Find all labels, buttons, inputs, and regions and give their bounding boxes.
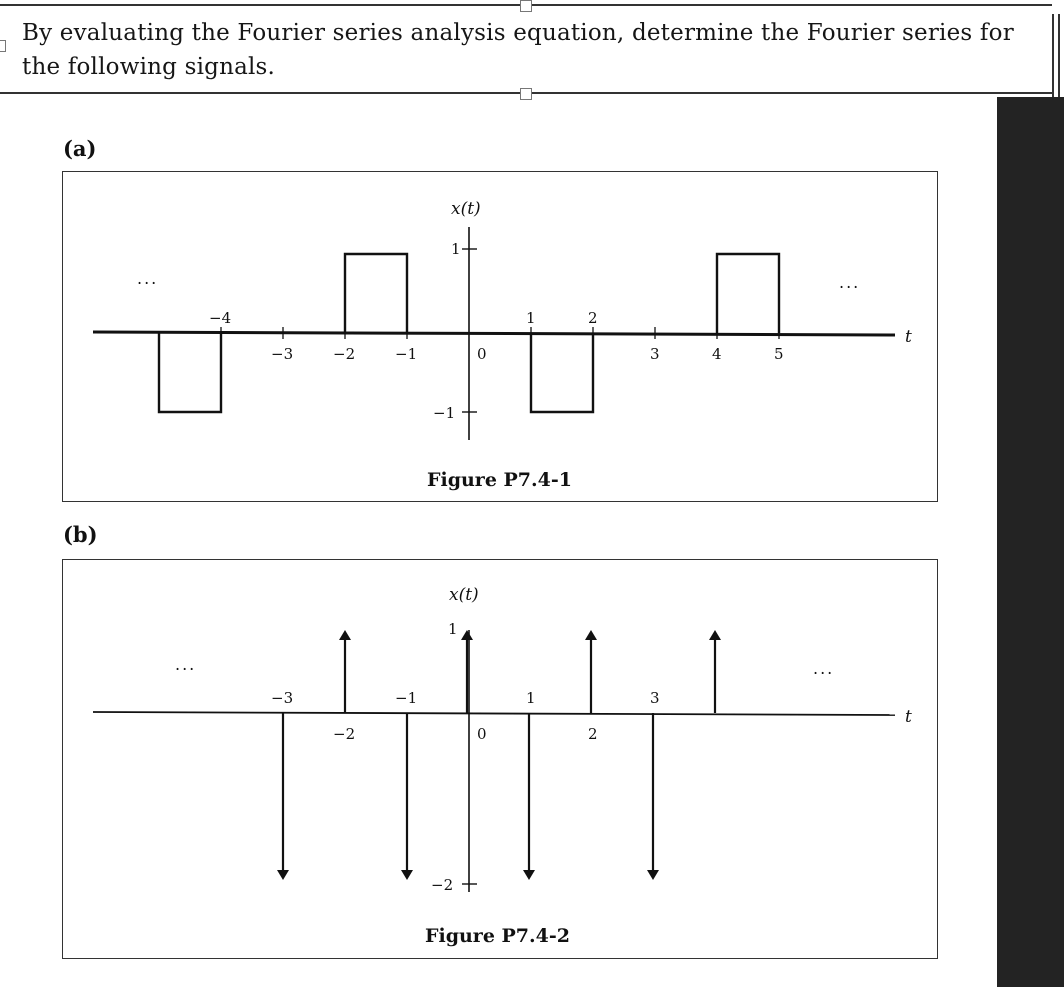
x-axis-label: t — [905, 327, 912, 347]
part-b-label: (b) — [63, 522, 98, 547]
x-tick-label: 2 — [588, 725, 598, 743]
time-axis — [93, 712, 895, 715]
y-tick-label-1: 1 — [448, 620, 458, 638]
resize-handle-bottom[interactable] — [520, 88, 532, 100]
question-text: By evaluating the Fourier series analysis equation, determine the Fourier series for the following signals. — [22, 20, 1014, 80]
x-tick-label: 4 — [712, 345, 722, 363]
figure-a-plot — [63, 172, 936, 500]
x-tick-label: 1 — [526, 309, 536, 327]
y-tick-label-1: 1 — [451, 240, 461, 258]
figure-a-caption: Figure P7.4-1 — [427, 469, 572, 491]
part-a-label: (a) — [63, 136, 97, 161]
resize-handle-top[interactable] — [520, 0, 532, 12]
x-tick-label: 3 — [650, 345, 660, 363]
x-tick-label: 5 — [774, 345, 784, 363]
figure-b-panel — [62, 559, 938, 959]
dark-side-panel — [997, 97, 1064, 987]
x-axis-label: t — [905, 707, 912, 727]
pulse-0 — [159, 333, 221, 412]
ellipsis-left: ... — [137, 269, 159, 288]
x-tick-label: 0 — [477, 725, 487, 743]
pulse-1 — [345, 254, 407, 333]
x-tick-label: 1 — [526, 689, 536, 707]
figure-a-panel — [62, 171, 938, 502]
figure-b-caption: Figure P7.4-2 — [425, 925, 570, 947]
x-tick-label: −1 — [395, 345, 418, 363]
question-box — [0, 4, 1052, 94]
x-tick-label: −2 — [333, 725, 356, 743]
figure-b-plot — [63, 560, 936, 957]
y-tick-label-neg2: −2 — [431, 876, 454, 894]
ellipsis-right: ... — [813, 659, 835, 678]
pulse-2 — [531, 333, 593, 412]
x-tick-label: 0 — [477, 345, 487, 363]
x-tick-label: −2 — [333, 345, 356, 363]
frame-edge-right — [1052, 14, 1060, 98]
y-axis-label: x(t) — [451, 199, 481, 219]
x-tick-label: −3 — [271, 345, 294, 363]
resize-handle-left[interactable] — [0, 40, 6, 52]
x-tick-label: −1 — [395, 689, 418, 707]
x-tick-label: 2 — [588, 309, 598, 327]
x-tick-label: −3 — [271, 689, 294, 707]
y-axis-label: x(t) — [449, 585, 479, 605]
ellipsis-left: ... — [175, 655, 197, 674]
x-tick-label: 3 — [650, 689, 660, 707]
time-axis — [93, 332, 895, 335]
ellipsis-right: ... — [839, 273, 861, 292]
x-tick-label: −4 — [209, 309, 232, 327]
y-tick-label-neg1: −1 — [433, 404, 456, 422]
pulse-3 — [717, 254, 779, 333]
